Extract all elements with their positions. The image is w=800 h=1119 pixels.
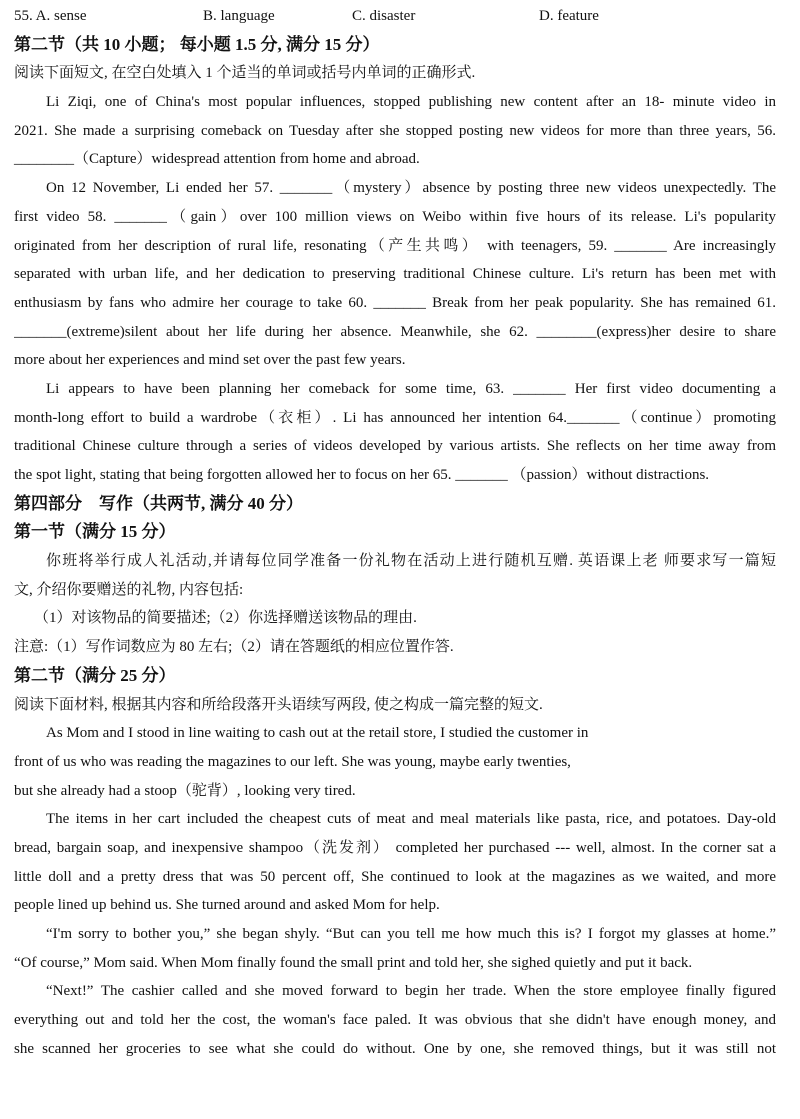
paragraph-line: the spot light, stating that being forgotten allowed her to focus on her 65. _______ （passion）without distractions. <box>14 467 710 483</box>
instructions: 阅读下面短文, 在空白处填入 1 个适当的单词或括号内单词的正确形式. <box>14 65 476 82</box>
paragraph-line: ________（Capture）widespread attention from home and abroad. <box>14 151 420 168</box>
story-passage <box>14 805 776 1063</box>
cloze-passage <box>14 88 776 490</box>
document-body <box>14 2 776 1063</box>
option-b: B. language <box>203 8 275 24</box>
paragraph-line: more about her experiences and mind set over the past few years. <box>14 352 406 369</box>
paragraph-line: “Of course,” Mom said. When Mom finally found the small print and told her, she sighed quietly and put it back. <box>14 954 693 971</box>
writing-prompt-line: 文, 介绍你要赠送的礼物, 内容包括: <box>14 581 244 598</box>
section-heading: 第一节（满分 15 分） <box>14 522 176 542</box>
part-heading: 第四部分 写作（共两节, 满分 40 分） <box>14 493 303 513</box>
writing-prompt-line: 你班将举行成人礼活动,并请每位同学准备一份礼物在活动上进行随机互赠. 英语课上老 师要求写一篇短 <box>46 553 776 570</box>
option-d: D. feature <box>539 8 599 24</box>
paragraph-line: front of us who was reading the magazines to our left. She was young, maybe early twenties, <box>14 753 571 770</box>
paragraph-line: everything out and told her the cost, the woman's face paled. It was obvious that she didn't have enough money, and <box>14 1012 776 1029</box>
paragraph-line: enthusiasm by fans who admire her courage to take 60. _______ Break from her peak popularity. She has remained 61. <box>14 294 776 311</box>
option-c: C. disaster <box>352 8 416 24</box>
paragraph-line: originated from her description of rural life, resonating（产生共鸣） with teenagers, 59. _______ Are increasingly <box>14 237 776 254</box>
section-heading: 第二节（共 10 小题； 每小题 1.5 分, 满分 15 分） <box>14 34 380 54</box>
option-a: 55. A. sense <box>14 8 87 24</box>
paragraph-line: The items in her cart included the cheapest cuts of meat and meal materials like pasta, rice, and potatoes. Day-old <box>46 811 776 828</box>
story-intro <box>14 719 776 805</box>
paragraph-line: she scanned her groceries to see what she could do without. One by one, she removed things, but it was still not <box>14 1040 776 1057</box>
paragraph-line: Li appears to have been planning her comeback for some time, 63. _______ Her first video documenting a <box>46 380 776 397</box>
paragraph-line: On 12 November, Li ended her 57. _______（mystery）absence by posting three new videos unexpectedly. The <box>46 180 776 197</box>
paragraph-line: _______(extreme)silent about her life during her absence. Meanwhile, she 62. ________(express)her desire to share <box>14 323 776 340</box>
paragraph-line: bread, bargain soap, and inexpensive shampoo（洗发剂） completed her purchased --- well, almost. In the corner sat a <box>14 839 776 856</box>
paragraph-line: Li Ziqi, one of China's most popular influences, stopped publishing new content after an 18- minute video in <box>46 94 776 111</box>
paragraph-line: separated with urban life, and her dedication to preserving traditional Chinese culture. Li's return has been met with <box>14 266 776 283</box>
paragraph-line: but she already had a stoop（驼背）, looking very tired. <box>14 782 356 799</box>
paragraph-line: As Mom and I stood in line waiting to cash out at the retail store, I studied the customer in <box>46 725 589 742</box>
paragraph-line: “I'm sorry to bother you,” she began shyly. “But can you tell me how much this is? I forgot my glasses at home.” <box>46 926 776 942</box>
instructions: 阅读下面材料, 根据其内容和所给段落开头语续写两段, 使之构成一篇完整的短文. <box>14 696 543 713</box>
paragraph-line: “Next!” The cashier called and she moved forward to begin her trade. When the store employee finally figured <box>46 983 776 1000</box>
writing-points: （1）对该物品的简要描述;（2）你选择赠送该物品的理由. <box>34 610 417 627</box>
paragraph-line: traditional Chinese culture through a series of videos developed by various artists. She reflects on her time away from <box>14 438 776 455</box>
paragraph-line: first video 58. _______（gain）over 100 million views on Weibo within five hours of its release. Li's popularity <box>14 208 776 225</box>
paragraph-line: month-long effort to build a wardrobe（衣柜）. Li has announced her intention 64._______（continue）promoting <box>14 409 776 426</box>
writing-note: 注意:（1）写作词数应为 80 左右;（2）请在答题纸的相应位置作答. <box>14 639 454 656</box>
paragraph-line: 2021. She made a surprising comeback on Tuesday after she stopped posting new videos for more than three years, 56. <box>14 122 776 139</box>
question-55-options <box>14 2 776 31</box>
section-heading: 第二节（满分 25 分） <box>14 665 176 685</box>
paragraph-line: little doll and a pretty dress that was 50 percent off, She continued to look at the magazines as we waited, and more <box>14 868 776 885</box>
paragraph-line: people lined up behind us. She turned around and asked Mom for help. <box>14 897 440 914</box>
